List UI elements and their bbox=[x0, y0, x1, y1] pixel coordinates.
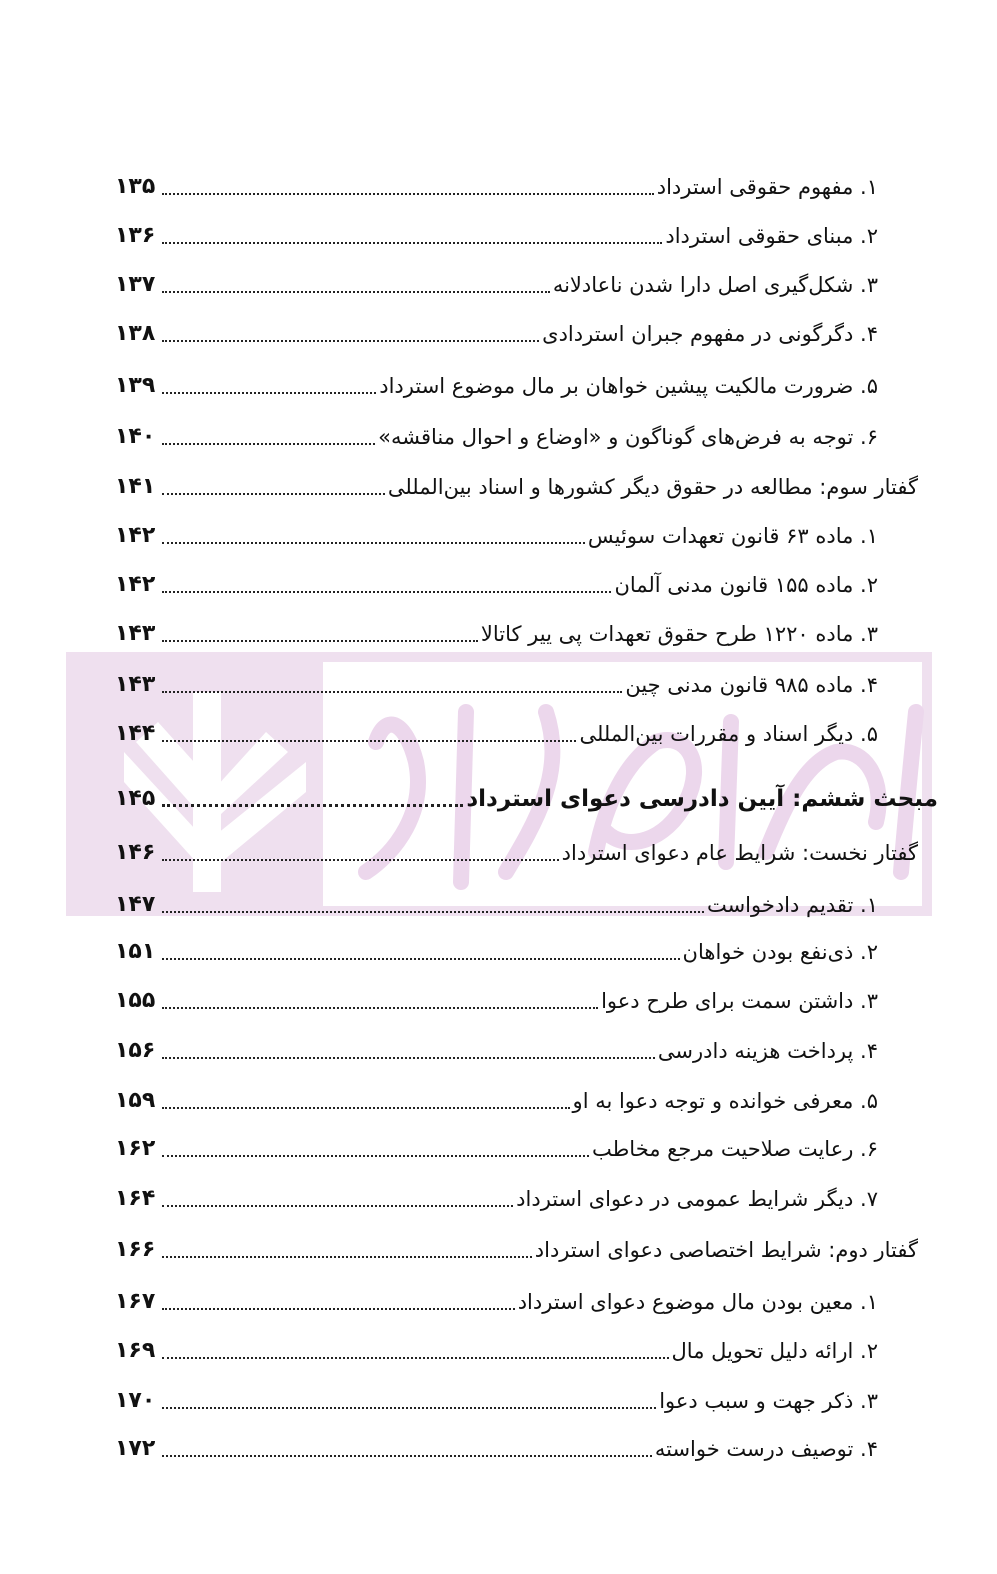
toc-entry-title: ۲. ذی‌نفع بودن خواهان bbox=[682, 940, 878, 964]
toc-chapter-entry[interactable] bbox=[115, 774, 938, 814]
toc-entry-title: ۱. معین بودن مال موضوع دعوای استرداد bbox=[517, 1290, 878, 1314]
toc-section-entry[interactable] bbox=[115, 1225, 918, 1265]
toc-entry[interactable] bbox=[115, 361, 878, 401]
toc-entry[interactable] bbox=[115, 1376, 878, 1416]
toc-entry-page: ۱۵۵ bbox=[115, 988, 156, 1013]
dot-leader bbox=[162, 443, 375, 445]
toc-section-entry[interactable] bbox=[115, 828, 918, 868]
toc-entry-page: ۱۶۶ bbox=[115, 1237, 156, 1262]
toc-entry[interactable] bbox=[115, 511, 878, 551]
toc-entry-page: ۱۵۹ bbox=[115, 1088, 156, 1113]
toc-entry-title: ۲. ارائه دلیل تحویل مال bbox=[671, 1339, 878, 1363]
toc-entry-title: ۳. ماده ۱۲۲۰ طرح حقوق تعهدات پی ییر کاتالا bbox=[480, 622, 878, 646]
toc-entry-title: گفتار نخست: شرایط عام دعوای استرداد bbox=[561, 841, 918, 865]
toc-entry-page: ۱۳۵ bbox=[115, 174, 156, 199]
dot-leader bbox=[162, 193, 654, 195]
toc-entry-page: ۱۴۲ bbox=[115, 572, 156, 597]
toc-entry-title: ۶. رعایت صلاحیت مرجع مخاطب bbox=[591, 1137, 878, 1161]
toc-entry-page: ۱۴۵ bbox=[115, 786, 156, 811]
toc-entry[interactable] bbox=[115, 1174, 878, 1214]
toc-entry-page: ۱۴۰ bbox=[115, 424, 156, 449]
toc-entry-title: گفتار دوم: شرایط اختصاصی دعوای استرداد bbox=[534, 1238, 918, 1262]
toc-entry-title: ۴. توصیف درست خواسته bbox=[654, 1437, 878, 1461]
dot-leader bbox=[162, 1155, 589, 1157]
toc-entry-page: ۱۶۹ bbox=[115, 1338, 156, 1363]
dot-leader bbox=[162, 1057, 655, 1059]
toc-entry-page: ۱۴۷ bbox=[115, 892, 156, 917]
toc-entry-page: ۱۳۶ bbox=[115, 223, 156, 248]
toc-entry[interactable] bbox=[115, 1277, 878, 1317]
dot-leader bbox=[162, 1205, 513, 1207]
dot-leader bbox=[162, 640, 478, 642]
toc-entry[interactable] bbox=[115, 1424, 878, 1464]
toc-entry-page: ۱۴۴ bbox=[115, 721, 156, 746]
dot-leader bbox=[162, 740, 576, 742]
dot-leader bbox=[162, 804, 463, 807]
toc-entry-page: ۱۳۷ bbox=[115, 272, 156, 297]
toc-entry-page: ۱۳۸ bbox=[115, 321, 156, 346]
toc-entry-page: ۱۴۲ bbox=[115, 523, 156, 548]
toc-entry-title: ۱. تقدیم دادخواست bbox=[706, 893, 878, 917]
toc-entry-title: مبحث ششم: آیین دادرسی دعوای استرداد bbox=[466, 786, 938, 812]
dot-leader bbox=[162, 859, 559, 861]
toc-entry-page: ۱۶۴ bbox=[115, 1186, 156, 1211]
toc-entry[interactable] bbox=[115, 1124, 878, 1164]
toc-entry-title: ۳. ذکر جهت و سبب دعوا bbox=[659, 1389, 878, 1413]
toc-entry-title: ۱. مفهوم حقوقی استرداد bbox=[656, 175, 878, 199]
toc-entry[interactable] bbox=[115, 260, 878, 300]
toc-entry-page: ۱۵۱ bbox=[115, 939, 156, 964]
toc-entry-title: ۵. دیگر اسناد و مقررات بین‌المللی bbox=[579, 722, 878, 746]
toc-entry-page: ۱۴۳ bbox=[115, 672, 156, 697]
toc-entry[interactable] bbox=[115, 309, 878, 349]
toc-entry[interactable] bbox=[115, 1326, 878, 1366]
toc-entry-title: ۷. دیگر شرایط عمومی در دعوای استرداد bbox=[516, 1187, 878, 1211]
toc-entry-title: ۳. شکل‌گیری اصل دارا شدن ناعادلانه bbox=[552, 273, 878, 297]
toc-entry-page: ۱۶۷ bbox=[115, 1289, 156, 1314]
toc-entry[interactable] bbox=[115, 1026, 878, 1066]
toc-entry[interactable] bbox=[115, 412, 878, 452]
dot-leader bbox=[162, 591, 611, 593]
toc-entry-page: ۱۷۰ bbox=[115, 1388, 156, 1413]
dot-leader bbox=[162, 691, 622, 693]
dot-leader bbox=[162, 542, 585, 544]
toc-entry-title: ۵. معرفی خوانده و توجه دعوا به او bbox=[572, 1089, 878, 1113]
toc-entry-page: ۱۴۱ bbox=[115, 474, 156, 499]
toc-entry-page: ۱۶۲ bbox=[115, 1136, 156, 1161]
toc-entry-title: ۵. ضرورت مالکیت پیشین خواهان بر مال موضوع استرداد bbox=[379, 374, 878, 398]
dot-leader bbox=[162, 1308, 515, 1310]
dot-leader bbox=[162, 1007, 598, 1009]
toc-section-entry[interactable] bbox=[115, 462, 918, 502]
dot-leader bbox=[162, 291, 550, 293]
toc-entry[interactable] bbox=[115, 709, 878, 749]
toc-entry-title: ۴. دگرگونی در مفهوم جبران استردادی bbox=[542, 322, 878, 346]
dot-leader bbox=[162, 958, 680, 960]
toc-entry-title: ۳. داشتن سمت برای طرح دعوا bbox=[601, 989, 878, 1013]
toc-entry[interactable] bbox=[115, 976, 878, 1016]
toc-entry[interactable] bbox=[115, 927, 878, 967]
toc-entry-page: ۱۴۳ bbox=[115, 621, 156, 646]
dot-leader bbox=[162, 493, 385, 495]
toc-entry[interactable] bbox=[115, 609, 878, 649]
toc-entry-page: ۱۳۹ bbox=[115, 373, 156, 398]
toc-entry-page: ۱۵۶ bbox=[115, 1038, 156, 1063]
dot-leader bbox=[162, 1107, 570, 1109]
dot-leader bbox=[162, 1357, 669, 1359]
toc-entry-title: ۲. ماده ۱۵۵ قانون مدنی آلمان bbox=[614, 573, 878, 597]
dot-leader bbox=[162, 911, 704, 913]
dot-leader bbox=[162, 1407, 656, 1409]
dot-leader bbox=[162, 1256, 532, 1258]
dot-leader bbox=[162, 242, 662, 244]
toc-entry[interactable] bbox=[115, 660, 878, 700]
toc-entry-page: ۱۷۲ bbox=[115, 1436, 156, 1461]
toc-entry-title: ۴. پرداخت هزینه دادرسی bbox=[657, 1039, 878, 1063]
dot-leader bbox=[162, 340, 539, 342]
dot-leader bbox=[162, 392, 376, 394]
toc-entry-title: ۶. توجه به فرض‌های گوناگون و «اوضاع و احوال مناقشه» bbox=[378, 425, 878, 449]
toc-entry-title: ۲. مبنای حقوقی استرداد bbox=[665, 224, 878, 248]
toc-entry[interactable] bbox=[115, 211, 878, 251]
toc-entry[interactable] bbox=[115, 162, 878, 202]
toc-entry-title: ۴. ماده ۹۸۵ قانون مدنی چین bbox=[625, 673, 878, 697]
dot-leader bbox=[162, 1455, 652, 1457]
toc-entry-title: ۱. ماده ۶۳ قانون تعهدات سوئیس bbox=[587, 524, 878, 548]
toc-entry[interactable] bbox=[115, 880, 878, 920]
toc-entry-page: ۱۴۶ bbox=[115, 840, 156, 865]
toc-entry-title: گفتار سوم: مطالعه در حقوق دیگر کشورها و اسناد بین‌المللی bbox=[387, 475, 918, 499]
toc-entry[interactable] bbox=[115, 1076, 878, 1116]
toc-entry[interactable] bbox=[115, 560, 878, 600]
